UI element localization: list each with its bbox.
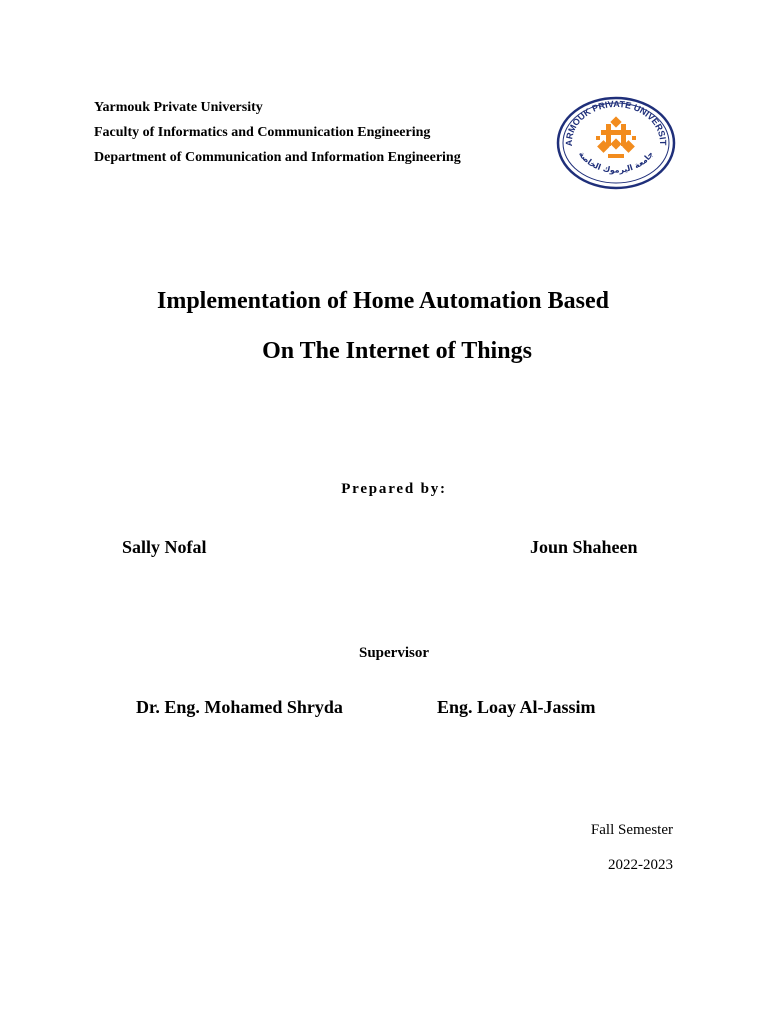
university-seal-icon	[556, 96, 676, 190]
department-name: Department of Communication and Information Engineering	[94, 150, 461, 165]
svg-text:YARMOUK PRIVATE UNIVERSITY: ARMOUK PRIVATE UNIVERSIT	[563, 98, 669, 147]
supervisor-name: Eng. Loay Al-Jassim	[437, 697, 596, 717]
semester-label: Fall Semester	[590, 822, 673, 838]
svg-text:جامعة اليرموك الخاصة: جامعة اليرموك الخاصة	[576, 149, 656, 175]
university-logo	[556, 96, 676, 190]
thesis-title-line-1: Implementation of Home Automation Based	[157, 288, 609, 314]
author-name: Joun Shaheen	[530, 537, 638, 557]
academic-year: 2022-2023	[608, 857, 673, 873]
university-name: Yarmouk Private University	[94, 100, 263, 115]
prepared-by-label: Prepared by:	[341, 481, 447, 497]
supervisor-name: Dr. Eng. Mohamed Shryda	[136, 697, 343, 717]
thesis-title-line-2: On The Internet of Things	[262, 338, 532, 364]
supervisor-label: Supervisor	[358, 645, 429, 661]
author-name: Sally Nofal	[122, 537, 207, 557]
faculty-name: Faculty of Informatics and Communication Engineering	[94, 125, 431, 140]
